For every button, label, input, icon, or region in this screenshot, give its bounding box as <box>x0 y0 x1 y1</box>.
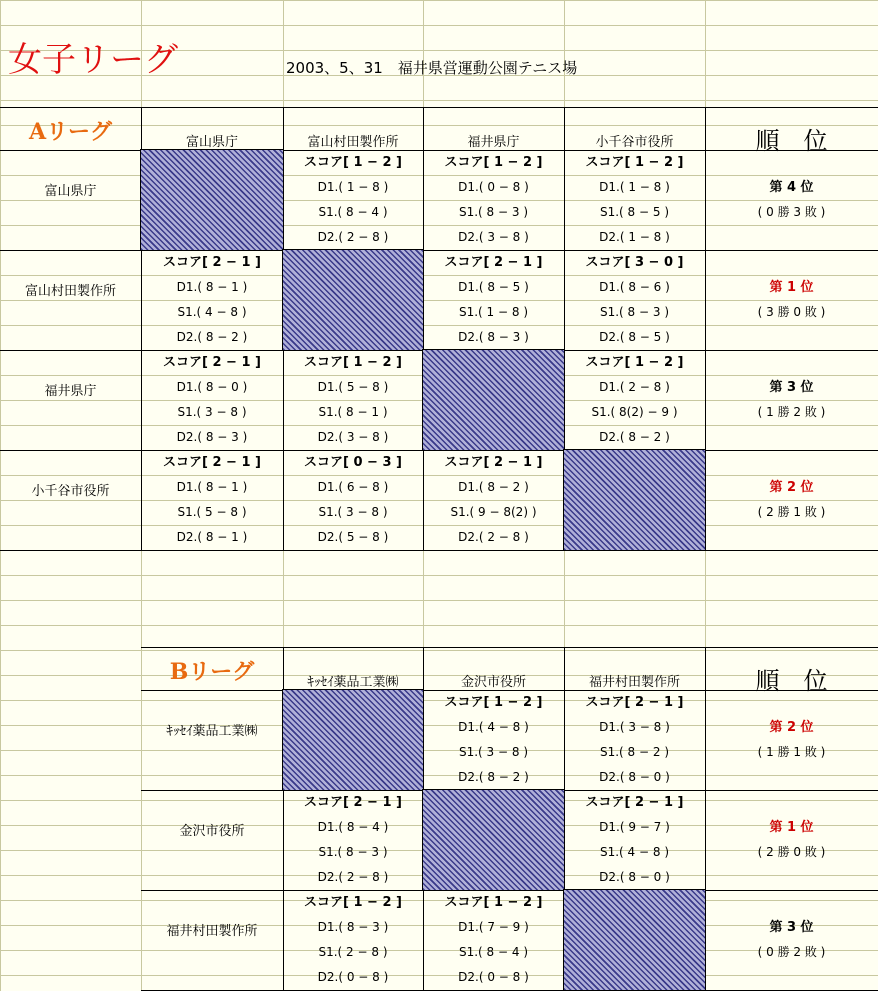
match-score: スコア[ 1 − 2 ] <box>304 895 402 910</box>
match-set: D1.( 8 − 0 ) <box>176 380 248 394</box>
match-score: スコア[ 2 − 1 ] <box>444 455 543 470</box>
row-header: 金沢市役所 <box>179 824 245 839</box>
match-set: D1.( 0 − 8 ) <box>458 180 529 194</box>
rank-position: 第 1 位 <box>769 820 814 835</box>
diagonal-cell <box>423 350 564 450</box>
win-loss-record: ( 0 勝 2 敗 ) <box>757 945 826 959</box>
match-score: スコア[ 1 − 2 ] <box>585 155 684 170</box>
match-score: スコア[ 1 − 2 ] <box>444 895 543 910</box>
match-set: S1.( 8 − 5 ) <box>599 205 669 219</box>
rank-position: 第 3 位 <box>769 380 814 395</box>
match-set: S1.( 5 − 8 ) <box>177 505 247 519</box>
row-border <box>0 550 878 551</box>
match-set: D1.( 9 − 7 ) <box>599 820 670 834</box>
league-name: Aリーグ <box>28 119 113 145</box>
match-set: S1.( 4 − 8 ) <box>599 845 669 859</box>
match-set: S1.( 8 − 3 ) <box>318 845 388 859</box>
event-info: 2003、5、31 福井県営運動公園テニス場 <box>286 59 578 77</box>
row-header: 福井村田製作所 <box>166 924 258 939</box>
match-set: D2.( 8 − 1 ) <box>176 530 248 544</box>
match-set: S1.( 3 − 8 ) <box>177 405 247 419</box>
row-header: 富山村田製作所 <box>24 284 116 299</box>
match-set: D2.( 2 − 8 ) <box>317 870 389 884</box>
match-set: S1.( 8 − 1 ) <box>318 405 388 419</box>
match-set: D2.( 8 − 5 ) <box>599 330 670 344</box>
match-set: S1.( 1 − 8 ) <box>458 305 528 319</box>
match-score: スコア[ 2 − 1 ] <box>444 255 543 270</box>
row-header: 富山県庁 <box>44 184 97 199</box>
page-title: 女子リーグ <box>8 40 178 80</box>
rank-position: 第 3 位 <box>769 920 814 935</box>
match-set: D1.( 8 − 3 ) <box>317 920 389 934</box>
match-set: D2.( 2 − 8 ) <box>458 530 529 544</box>
match-set: D1.( 2 − 8 ) <box>599 380 670 394</box>
match-set: D1.( 8 − 5 ) <box>458 280 529 294</box>
rank-header: 順 位 <box>755 127 828 155</box>
diagonal-cell <box>283 250 423 350</box>
column-header: 金沢市役所 <box>460 675 526 690</box>
win-loss-record: ( 0 勝 3 敗 ) <box>757 205 826 219</box>
column-header: 福井村田製作所 <box>588 675 680 690</box>
match-set: D1.( 8 − 1 ) <box>176 280 248 294</box>
match-set: S1.( 2 − 8 ) <box>318 945 388 959</box>
match-set: D1.( 1 − 8 ) <box>317 180 389 194</box>
match-set: S1.( 8(2) − 9 ) <box>591 405 678 419</box>
column-header: ｷｯｾｲ薬品工業㈱ <box>307 675 399 690</box>
match-set: D1.( 8 − 1 ) <box>176 480 248 494</box>
diagonal-cell <box>141 150 283 250</box>
match-set: D1.( 3 − 8 ) <box>599 720 670 734</box>
match-set: D1.( 7 − 9 ) <box>458 920 529 934</box>
rank-header: 順 位 <box>755 667 828 695</box>
match-set: S1.( 8 − 3 ) <box>599 305 669 319</box>
match-score: スコア[ 2 − 1 ] <box>163 255 261 270</box>
match-set: D2.( 8 − 0 ) <box>599 770 670 784</box>
match-set: S1.( 8 − 2 ) <box>599 745 669 759</box>
match-set: D2.( 8 − 0 ) <box>599 870 670 884</box>
rank-position: 第 2 位 <box>769 720 814 735</box>
match-set: S1.( 8 − 4 ) <box>318 205 388 219</box>
match-set: D1.( 1 − 8 ) <box>599 180 670 194</box>
row-header: 小千谷市役所 <box>31 484 110 499</box>
match-score: スコア[ 2 − 1 ] <box>163 455 261 470</box>
match-set: D2.( 1 − 8 ) <box>599 230 670 244</box>
win-loss-record: ( 2 勝 1 敗 ) <box>757 505 826 519</box>
match-set: D2.( 0 − 8 ) <box>317 970 389 984</box>
match-set: D1.( 6 − 8 ) <box>317 480 389 494</box>
column-header: 富山県庁 <box>185 135 238 150</box>
match-score: スコア[ 2 − 1 ] <box>163 355 261 370</box>
match-set: D1.( 8 − 6 ) <box>599 280 670 294</box>
match-set: S1.( 3 − 8 ) <box>318 505 388 519</box>
table-border <box>141 647 878 648</box>
rank-position: 第 1 位 <box>769 280 814 295</box>
match-score: スコア[ 1 − 2 ] <box>444 695 543 710</box>
match-set: D2.( 8 − 3 ) <box>176 430 248 444</box>
match-set: S1.( 3 − 8 ) <box>458 745 528 759</box>
match-score: スコア[ 2 − 1 ] <box>585 695 684 710</box>
match-score: スコア[ 1 − 2 ] <box>304 155 402 170</box>
match-set: D2.( 8 − 2 ) <box>176 330 248 344</box>
column-header: 小千谷市役所 <box>595 135 674 150</box>
rank-position: 第 4 位 <box>769 180 814 195</box>
diagonal-cell <box>423 790 564 890</box>
win-loss-record: ( 1 勝 2 敗 ) <box>757 405 826 419</box>
match-score: スコア[ 2 − 1 ] <box>304 795 402 810</box>
diagonal-cell <box>564 450 705 550</box>
row-header: ｷｯｾｲ薬品工業㈱ <box>166 724 258 739</box>
match-set: D1.( 5 − 8 ) <box>317 380 389 394</box>
match-set: S1.( 9 − 8(2) ) <box>450 505 537 519</box>
match-set: D2.( 8 − 2 ) <box>458 770 529 784</box>
table-border <box>0 107 878 108</box>
match-score: スコア[ 0 − 3 ] <box>304 455 402 470</box>
match-set: S1.( 8 − 3 ) <box>458 205 528 219</box>
match-set: D2.( 3 − 8 ) <box>317 430 389 444</box>
match-set: D2.( 3 − 8 ) <box>458 230 529 244</box>
match-set: D2.( 0 − 8 ) <box>458 970 529 984</box>
match-set: D2.( 2 − 8 ) <box>317 230 389 244</box>
match-set: D2.( 8 − 3 ) <box>458 330 529 344</box>
match-score: スコア[ 2 − 1 ] <box>585 795 684 810</box>
match-score: スコア[ 3 − 0 ] <box>585 255 684 270</box>
rank-position: 第 2 位 <box>769 480 814 495</box>
league-name: Bリーグ <box>169 659 255 685</box>
diagonal-cell <box>564 890 705 990</box>
win-loss-record: ( 1 勝 1 敗 ) <box>757 745 826 759</box>
match-set: D1.( 8 − 2 ) <box>458 480 529 494</box>
diagonal-cell <box>283 690 423 790</box>
column-header: 福井県庁 <box>467 135 520 150</box>
win-loss-record: ( 3 勝 0 敗 ) <box>757 305 826 319</box>
match-set: S1.( 4 − 8 ) <box>177 305 247 319</box>
match-score: スコア[ 1 − 2 ] <box>585 355 684 370</box>
match-set: D2.( 8 − 2 ) <box>599 430 670 444</box>
match-set: D2.( 5 − 8 ) <box>317 530 389 544</box>
win-loss-record: ( 2 勝 0 敗 ) <box>757 845 826 859</box>
match-score: スコア[ 1 − 2 ] <box>304 355 402 370</box>
match-score: スコア[ 1 − 2 ] <box>444 155 543 170</box>
match-set: D1.( 4 − 8 ) <box>458 720 529 734</box>
match-set: S1.( 8 − 4 ) <box>458 945 528 959</box>
row-header: 福井県庁 <box>44 384 97 399</box>
column-header: 富山村田製作所 <box>307 135 399 150</box>
match-set: D1.( 8 − 4 ) <box>317 820 389 834</box>
